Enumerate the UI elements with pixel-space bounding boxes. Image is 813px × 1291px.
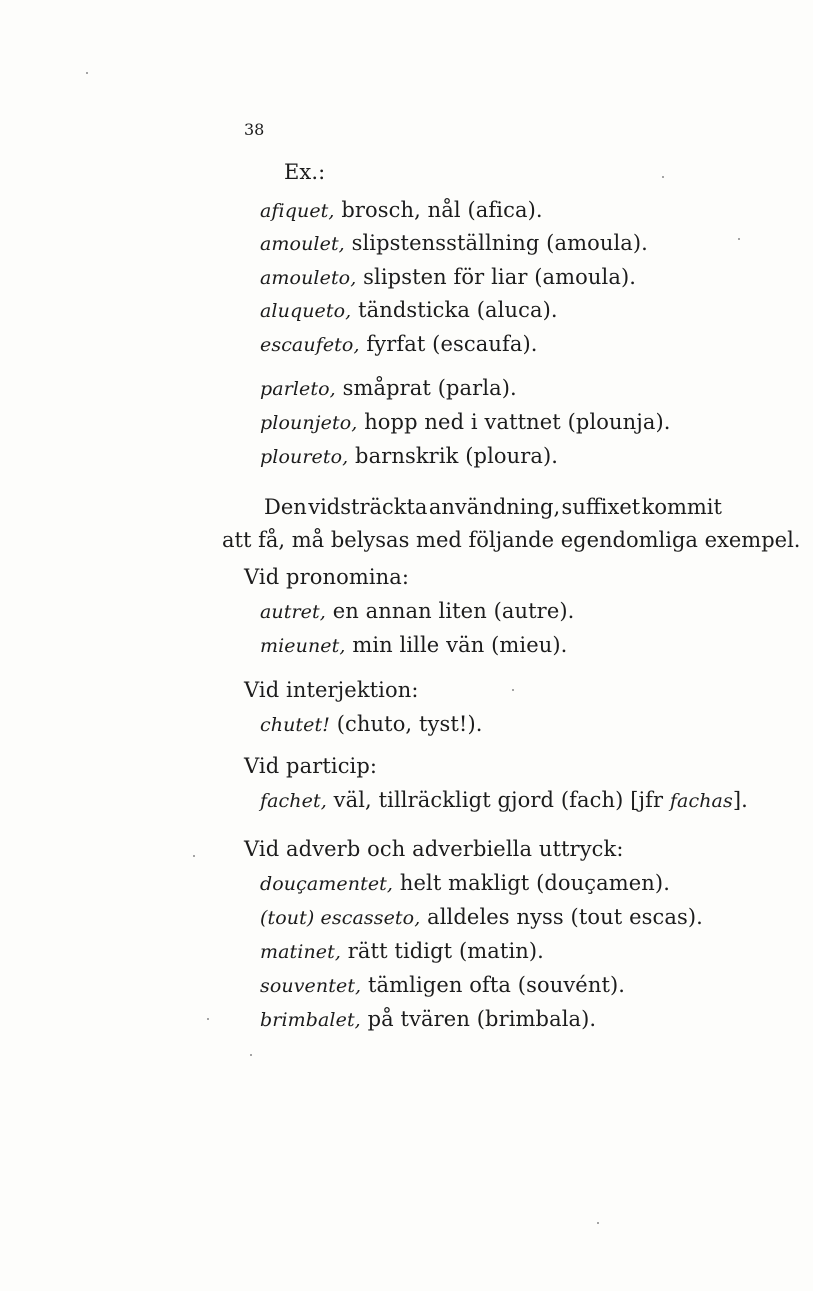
entry-term: escaufeto, <box>260 334 360 356</box>
paragraph-line-1 <box>222 493 722 521</box>
entry-gloss: barnskrik (ploura). <box>355 444 559 468</box>
entry-term: afiquet, <box>260 200 335 222</box>
entry-line <box>260 937 544 966</box>
scan-speck <box>86 72 88 74</box>
group-heading-adverb: Vid adverb och adverbiella uttryck: <box>244 837 624 861</box>
entry-line <box>260 786 748 815</box>
entry-term: amoulet, <box>260 233 345 255</box>
entry-line <box>260 330 538 359</box>
page-number: 38 <box>244 120 265 139</box>
entry-gloss: väl, tillräckligt gjord (fach) [jfr <box>333 788 664 812</box>
entry-line <box>260 971 625 1000</box>
entry-gloss: slipstensställning (amoula). <box>351 231 648 255</box>
entry-line <box>260 408 671 437</box>
entry-line <box>260 597 574 626</box>
entry-line <box>260 196 543 225</box>
entry-term: amouleto, <box>260 267 357 289</box>
entry-line <box>260 229 648 258</box>
group-heading-interjektion: Vid interjektion: <box>244 678 419 702</box>
entry-gloss: brosch, nål (afica). <box>341 198 543 222</box>
entry-term: autret, <box>260 601 326 623</box>
entry-line <box>260 296 558 325</box>
group-heading-particip: Vid particip: <box>244 754 378 778</box>
paragraph-word: vidsträckta <box>308 495 428 519</box>
entry-term: mieunet, <box>260 635 346 657</box>
entry-term: fachet, <box>260 790 327 812</box>
entry-term: douçamentet, <box>260 873 394 895</box>
paragraph-word: användning, <box>428 495 561 519</box>
entry-line <box>260 263 636 292</box>
entry-term: brimbalet, <box>260 1009 361 1031</box>
scan-speck <box>597 1222 599 1224</box>
entry-gloss: tändsticka (aluca). <box>358 298 558 322</box>
entry-gloss: (chuto, tyst!). <box>336 712 483 736</box>
paragraph-word: kommit <box>641 495 722 519</box>
body-paragraph <box>222 493 801 554</box>
entry-gloss: alldeles nyss (tout escas). <box>427 905 703 929</box>
scan-speck <box>512 689 514 691</box>
entry-gloss: min lille vän (mieu). <box>352 633 568 657</box>
entry-term: plounjeto, <box>260 412 358 434</box>
entry-closing: ]. <box>732 788 748 812</box>
scan-speck <box>738 238 740 240</box>
entry-line <box>260 710 483 739</box>
entry-line <box>260 374 517 403</box>
entry-gloss: helt makligt (douçamen). <box>399 871 670 895</box>
scan-speck <box>207 1018 209 1020</box>
entry-line <box>260 1005 596 1034</box>
entry-line <box>260 869 670 898</box>
entry-term: chutet! <box>260 714 330 736</box>
entry-gloss: slipsten för liar (amoula). <box>363 265 637 289</box>
entry-term: (tout) escasseto, <box>260 907 421 929</box>
entry-term: parleto, <box>260 378 336 400</box>
entry-line <box>260 442 558 471</box>
entry-gloss: hopp ned i vattnet (plounja). <box>364 410 671 434</box>
entry-term: matinet, <box>260 941 342 963</box>
entry-line <box>260 903 703 932</box>
group-heading-pronomina: Vid pronomina: <box>244 565 410 589</box>
entry-term: souventet, <box>260 975 362 997</box>
entry-term: aluqueto, <box>260 300 352 322</box>
entry-term: ploureto, <box>260 446 349 468</box>
entry-term-crossref: fachas <box>669 790 733 812</box>
entry-gloss: tämligen ofta (souvént). <box>367 973 626 997</box>
entry-gloss: på tvären (brimbala). <box>367 1007 597 1031</box>
paragraph-word: Den <box>264 495 307 519</box>
paragraph-word: suffixet <box>561 495 641 519</box>
entry-line <box>260 631 567 660</box>
entry-gloss: en annan liten (autre). <box>332 599 575 623</box>
entry-gloss: fyrfat (escaufa). <box>366 332 538 356</box>
scan-speck <box>193 855 195 857</box>
examples-label: Ex.: <box>284 160 326 184</box>
entry-gloss: rätt tidigt (matin). <box>347 939 544 963</box>
scan-speck <box>250 1054 252 1056</box>
paragraph-line-2 <box>222 526 801 554</box>
scan-speck <box>662 176 664 178</box>
entry-gloss: småprat (parla). <box>342 376 517 400</box>
paragraph-text: att få, må belysas med följande egendomliga exempel. <box>222 528 801 552</box>
